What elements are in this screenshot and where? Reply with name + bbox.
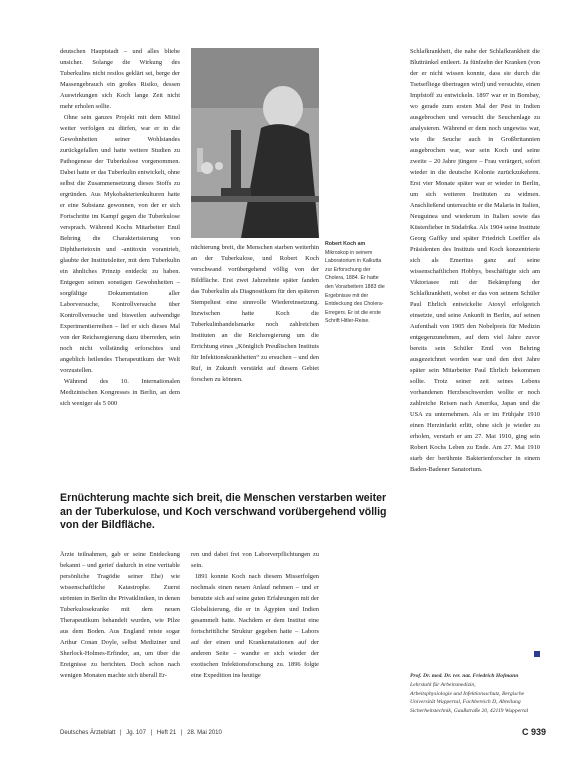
photo-robert-koch-microscope xyxy=(191,48,319,238)
caption-title: Robert Koch am xyxy=(325,241,366,247)
footer-separator: | xyxy=(180,730,183,736)
photo-table xyxy=(191,196,319,202)
column-2-lower-paragraph: 1891 konnte Koch nach diesem Misserfolgen nochmals einen neuen Anlauf nehmen – und er benutzte sich auf seine guten Erfahrungen mit der Globalisierung, die er in Ägypten und Indien gesammelt hatte. Nachdem er dem Institut eine fortschrittliche Struktur gegeben hatte – Labors auf der einen und Krankenstationen auf der anderen Seite – wandte er sich wieder der exotischen Infektionsforschung zu. 1896 folgte eine Expedition ins heutige xyxy=(191,573,319,679)
column-1-paragraph: deutschen Hauptstadt – und alles bliebe unsicher. Solange die Wirkung des Tuberkulins nicht restlos geklärt sei, berge der Massengebrauch ein großes Risiko, dessen Auswirkungen sich Koch lange Zeit nicht mehr erholen sollte. xyxy=(60,48,180,110)
credit-line: Arbeitsphysiologie und Infektionsschutz, Bergische xyxy=(410,690,525,697)
credit-line: Universität Wuppertal, Fachbereich D, Abteilung xyxy=(410,699,521,706)
footer-issue: Heft 21 xyxy=(156,730,177,736)
caption-text: Mikroskop in seinem Laboratorium in Kalkutta zur Erforschung der Cholera, 1884. Er hatte den Vorarbeitern 1883 die Ergebnisse mit der Entdeckung des Cholera-Erregers. Er ist die erste Schrift Hitler-Reise. xyxy=(325,249,385,325)
photo-head xyxy=(263,86,303,130)
footer-separator: | xyxy=(150,730,153,736)
column-2-upper xyxy=(191,242,319,478)
footer-journal: Deutsches Ärzteblatt xyxy=(60,730,116,736)
pull-quote-headline: Ernüchterung machte sich breit, die Menschen verstarben weiter an der Tuberkulose, und Koch verschwand vorübergehend völlig von der Bildfläche. xyxy=(60,492,387,531)
column-1-upper xyxy=(60,46,180,474)
end-of-article-marker xyxy=(534,651,540,657)
column-2-lower xyxy=(191,549,319,719)
column-3-paragraph: Schlafkrankheit, die nahe der Schlafkrankheit die Bluttränkel entleert. Ja fünfzehn der Kranken (von der er nicht wissen konnte, dass sie durch die Tsetsefliege übertragen wird) und versuchte, einen Impfstoff zu entwickeln. 1897 war er in Bombay, wo gerade zum ersten Mal der Pest in Indien ausgebrochen und versucht die Seuchenlage zu analysieren. Während er dem noch ungewiss war, wie die Seuche auch in Großbritannien ausgebrochen war, war sein Koch und seine zweite – 20 Jahre jüngere – Frau verärgert, sofort wieder in die deutsche Kolonie zurückzukehren. Erst vier Monate später war er wieder in Berlin, um sich weiteren Instituten zu widmen. Anschließend untersuchte er die Malaria in Italien, Neuguinea und wiederum in Italien sowie das Küstenfieber in Südafrika. Als 1904 seine Institute Georg Gaffky und später Friedrich Loeffler als Präsidenten des Instituts und Koch konzentrierte sich als Emeritus ganz auf seine wissenschaftlichen Hobbys, beschäftigte sich am Viktoriasee mit der Bekämpfung der Schlafkrankheit, wobei er das von seinem Schüler Paul Ehrlich entwickelte Atoxyl erfolgreich einsetzte, und seine Ankunft in Berlin, auf seinen Aufenthalt von 1905 den Nobelpreis für Medizin entgegenzunehmen, auf dem viel Jahre zuvor bereits sein Schüler Emil von Behring ausgezeichnet worden war und den drei Jahre später sein Mitarbeiter Paul Ehrlich bekommen sollte. Trotz seiner zeit seines Lebens vorhandenen Herzbeschwerden wollte er noch zahlreiche Reisen nach Amerika, Japan und die USA zu unternehmen. Als er im Frühjahr 1910 einen Herzinfarkt erlitt, ohne sich je wieder zu erholen, verstarb er am 27. Mai 1910, ging sein Robert Kochs Leben zu Ende. Am 27. Mai 1910 starb der berühmte Bakterienforscher in einem Baden-Badener Sanatorium. xyxy=(410,48,540,473)
credit-line: Sicherheitstechnik, Gaußstraße 20, 42119 Wuppertal xyxy=(410,708,529,715)
photo-caption xyxy=(325,240,385,326)
column-3 xyxy=(410,46,540,666)
column-2-lower-paragraph: ren und dabei frei von Laborverpflichtungen zu sein. xyxy=(191,551,319,569)
column-2-paragraph: nüchterung breit, die Menschen starben weiterhin an der Tuberkulose, und Robert Koch verschwand vorübergehend völlig von der Bildfläche. Erst zwei Jahrzehnte später fanden das Tuberkulin als Diagnostikum für den späteren Stempeltest eine sinnvolle Wiedereinsetzung. Inzwischen hatte Koch die Tuberkulinhandelsmarke noch zahlreichen Instituten an die Reichsregierung um die Errichtung eines „Königlich Preußischen Instituts für Infektionskrankheiten“ zu ersuchen – und den Ruf, in Zukunft verstärkt auf diesem Gebiet forschen zu können. xyxy=(191,244,319,383)
footer-separator: | xyxy=(120,730,122,736)
photo-microscope xyxy=(231,130,241,190)
footer-volume: Jg. 107 xyxy=(126,730,146,736)
column-1-lower-paragraph: Ärzte teilnahmen, gab er seine Entdeckung bekannt – und gerieť dadurch in eine veritable persönliche Tragödie seiner Ehe) wie wissenschaftliche Katastrophe. Zuerst strömten in Berlin die Privatkliniken, in denen Tuberkulosekranke mit dem neuen Therapeutikum behandelt wurden, wie Pilze aus dem Boden. Aus England reiste sogar Arthur Conan Doyle, selbst Mediziner und Sherlock-Holmes-Erfinder, an, um über die Ereignisse zu berichten. Doch schon nach wenigen Monaten machte sich überall Er- xyxy=(60,551,180,679)
photo-illustration xyxy=(191,48,319,238)
author-credit xyxy=(410,672,560,716)
footer-date: 28. Mai 2010 xyxy=(187,730,222,736)
column-1-lower xyxy=(60,549,180,719)
column-1-paragraph: Während des 10. Internationalen Medizinischen Kongresses in Berlin, an dem sich weniger als 5 000 xyxy=(60,378,180,407)
credit-author: Prof. Dr. med. Dr. rer. nat. Friedrich Hofmann xyxy=(410,673,519,679)
page-footer xyxy=(60,730,460,736)
page-number: C 939 xyxy=(521,727,546,737)
credit-line: Lehrstuhl für Arbeitsmedizin, xyxy=(410,681,476,688)
column-1-paragraph: Ohne sein ganzes Projekt mit dem Mittel weiter verfolgen zu dürfen, war er in die Gewohnheiten seiner Wohlstandes zurückgefallen und hatte weitere Studien zu Pathogenese der Tuberkulose vorgenommen. Dabei hatte er das Tuberkulin entwickelt, ohne selbst die Zusammensetzung dieses Stoffs zu ergründen. Aus Mykobakterienkulturen hatte er eine Substanz gewonnen, von der er sich Fortschritte im Kampf gegen die Tuberkulose versprach. Während Kochs Mitarbeiter Emil Behring die Charakterisierung von Diphtherietoxin und -antitoxin vorantrieb, glaubte der Institutsleiter, mit dem Tuberkulin ein ähnliches Prinzip entdeckt zu haben. Entgegen seinen sonstigen Gewohnheiten – sorgfältige Dokumentation aller Laborversuche, Kontrollversuche über Kontrollversuche und bisweilen aufwendige Experimentierreihen – lief er sich dieses Mal von der Reichsregierung dazu überreden, sein noch nicht vollständig erforschtes und angeblich heilendes Therapeutikum der Welt vorzustellen. xyxy=(60,114,180,374)
